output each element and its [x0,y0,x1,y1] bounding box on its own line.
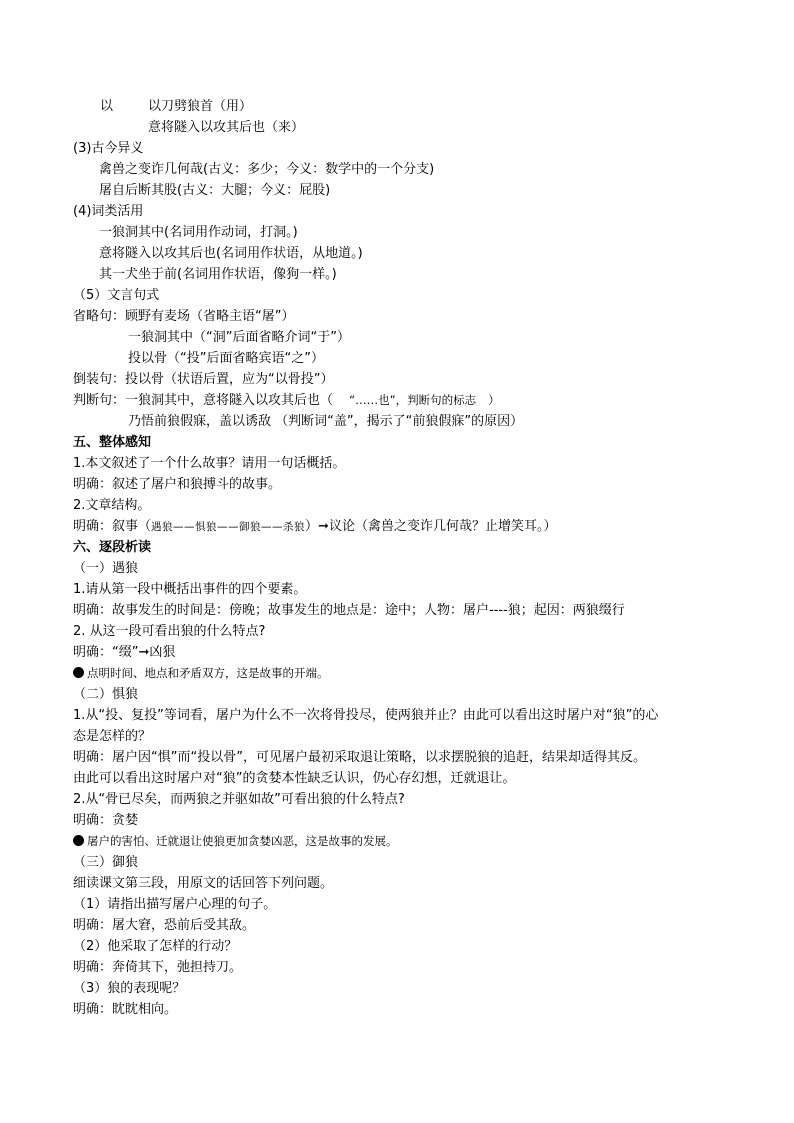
subsection-heading: （三）御狼 [73,855,139,870]
answer: 明确：屠大窘，恐前后受其敌。 [73,918,256,933]
question: （2）他采取了怎样的行动？ [73,939,238,954]
question: 2. 从这一段可看出狼的什么特点? [73,624,266,639]
label-yi: 以 [100,99,114,114]
section-heading: (3)古今异义 [73,141,144,156]
section-heading: 六、逐段析读 [73,540,152,555]
text-span: ） [488,393,500,407]
text-span: 判断句：一狼洞其中，意将隧入以攻其后也（ [73,393,334,408]
answer: 明确：故事发生的时间是：傍晚；故事发生的地点是：途中；人物：屠户----狼；起因：两狼缀行 [73,603,625,618]
text-span: 明确：叙事（ [73,519,152,534]
subsection-heading: （一）遇狼 [73,561,139,576]
structure-sequence: 遇狼——惧狼——御狼——杀狼 [151,521,306,533]
text-span: ） [305,519,319,534]
note [73,831,774,852]
right-arrow-icon: ➞ [318,519,329,534]
bullet-icon [73,835,84,846]
example-sentence: 意将隧入以攻其后也（来） [148,120,305,135]
section-heading: (4)词类活用 [73,204,144,219]
question: 1.本文叙述了一个什么故事？请用一句话概括。 [73,456,346,471]
text-span: 明确：“缀” [73,645,139,660]
text-line: 意将隧入以攻其后也(名词用作状语，从地道。) [99,246,363,261]
section-heading: 五、整体感知 [73,435,152,450]
answer: 明确：屠户因“惧”而“投以骨”，可见屠户最初采取退让策略，以求摆脱狼的追赶，结果却适得其反。 [73,750,646,765]
answer: 明确：叙述了屠户和狼搏斗的故事。 [73,477,282,492]
text-span: 议论（禽兽之变诈几何哉？止增笑耳。） [328,519,557,534]
question: （1）请指出描写屠户心理的句子。 [73,897,277,912]
question: （3）狼的表现呢？ [73,981,186,996]
text-line [73,96,774,117]
example-sentence: 以刀劈狼首（用） [148,99,253,114]
subsection-heading: （二）惧狼 [73,687,139,702]
text-line: 倒装句：投以骨（状语后置，应为“以骨投”） [73,372,334,387]
text-line: 省略句：顾野有麦场（省略主语“屠”） [73,309,295,324]
text-line: 禽兽之变诈几何哉(古义：多少；今义：数学中的一个分支) [99,162,435,177]
question: 1.请从第一段中概括出事件的四个要素。 [73,582,307,597]
section-heading: （5）文言句式 [73,288,160,303]
question: 态是怎样的？ [73,729,152,744]
text-span: “……也”，判断句的标志 [349,393,477,407]
answer [73,516,774,537]
answer: 明确：贪婪 [73,813,139,828]
answer [73,642,774,663]
text-line [73,390,774,411]
question: 2.文章结构。 [73,498,151,513]
bullet-icon [73,667,84,678]
text-span: 屠户的害怕、迁就退让使狼更加贪婪凶恶，这是故事的发展。 [87,834,398,848]
question: 1.从“投、复投”等词看，屠户为什么不一次将骨投尽，使两狼并止？由此可以看出这时屠户对“狼”的心 [73,708,659,723]
text-line: 一狼洞其中（“洞”后面省略介词“于”） [128,330,350,345]
question: 2.从“骨已尽矣，而两狼之并驱如故”可看出狼的什么特点? [73,792,405,807]
answer: 由此可以看出这时屠户对“狼”的贪婪本性缺乏认识，仍心存幻想，迁就退让。 [73,771,516,786]
text-line [73,117,774,138]
text-line: 乃悟前狼假寐，盖以诱敌 （判断词“盖”，揭示了“前狼假寐”的原因） [128,414,524,429]
text-line: 投以骨（“投”后面省略宾语“之”） [128,351,324,366]
right-arrow-icon: ➞ [138,645,150,660]
question: 细读课文第三段，用原文的话回答下列问题。 [73,876,334,891]
text-line: 屠自后断其股(古义：大腿；今义：屁股) [99,183,331,198]
text-span: 点明时间、地点和矛盾双方，这是故事的开端。 [87,666,329,680]
answer: 明确：奔倚其下，弛担持刀。 [73,960,243,975]
text-line: 其一犬坐于前(名词用作状语，像狗一样。) [99,267,337,282]
note [73,663,774,684]
answer: 明确：眈眈相向。 [73,1002,178,1017]
text-span: 凶狠 [149,645,176,660]
text-line: 一狼洞其中(名词用作动词，打洞。) [99,225,298,240]
